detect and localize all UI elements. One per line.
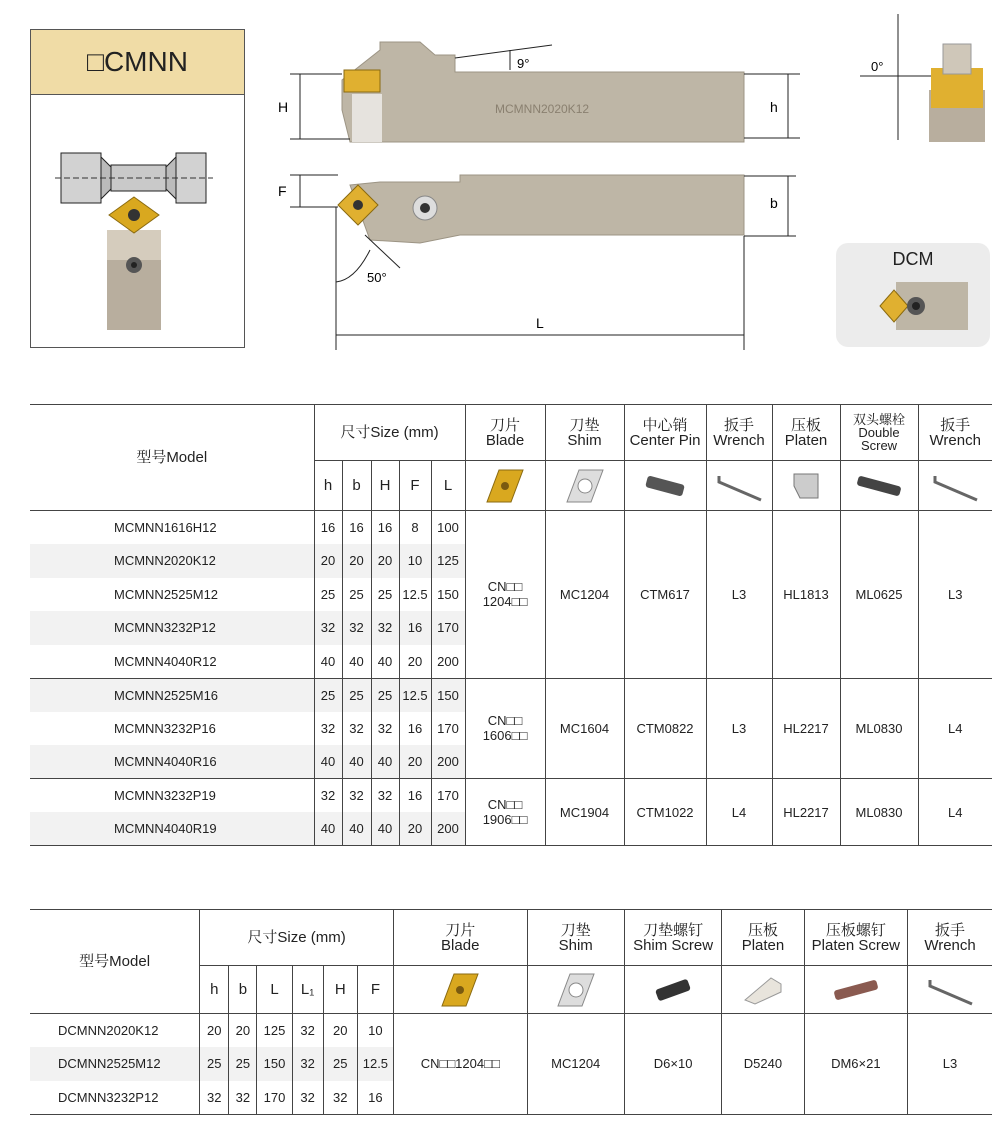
size-cell: 12.5 bbox=[357, 1047, 393, 1081]
size-cell: 32 bbox=[314, 779, 342, 813]
toolholder-drawing bbox=[270, 10, 800, 355]
screw-cell: ML0830 bbox=[840, 678, 918, 779]
size-cell: 32 bbox=[292, 1047, 323, 1081]
model-cell: MCMNN3232P16 bbox=[114, 720, 216, 736]
wrench-cell: L4 bbox=[706, 779, 772, 846]
wrench2-cell: L3 bbox=[918, 511, 992, 679]
blade2-icon bbox=[393, 966, 527, 1014]
size-cell: 8 bbox=[399, 511, 431, 545]
platen-cell: D5240 bbox=[722, 1014, 804, 1115]
wrench-cell: L3 bbox=[908, 1014, 992, 1115]
table-row bbox=[30, 1014, 992, 1048]
size-cell: 20 bbox=[229, 1014, 257, 1048]
model-header: 型号Model bbox=[136, 449, 208, 466]
dcm-holder-icon bbox=[836, 270, 990, 340]
size-cell: 20 bbox=[323, 1014, 357, 1048]
wrench2-cell: L4 bbox=[918, 779, 992, 846]
size-cell: 25 bbox=[323, 1047, 357, 1081]
col2-L: L bbox=[257, 966, 292, 1014]
size-cell: 125 bbox=[257, 1014, 292, 1048]
table-row bbox=[30, 678, 992, 712]
col2-F: F bbox=[357, 966, 393, 1014]
part-header-blade: 刀片 Blade bbox=[465, 405, 545, 461]
part2-header-shim: 刀垫 Shim bbox=[527, 910, 624, 966]
size-cell: 32 bbox=[371, 611, 399, 645]
part-header-screw: 双头螺栓 Double Screw bbox=[840, 405, 918, 461]
size-cell: 16 bbox=[399, 712, 431, 746]
col-L: L bbox=[431, 461, 465, 511]
series-title-box bbox=[30, 29, 245, 348]
part2-header-wrench: 扳手 Wrench bbox=[908, 910, 992, 966]
size-cell: 32 bbox=[323, 1081, 357, 1115]
part2-header-platen-screw: 压板螺钉 Platen Screw bbox=[804, 910, 907, 966]
double-screw-icon bbox=[840, 461, 918, 511]
size-header: 尺寸Size (mm) bbox=[314, 405, 465, 461]
model-cell: DCMNN2020K12 bbox=[30, 1014, 200, 1048]
size-cell: 32 bbox=[371, 712, 399, 746]
size-cell: 16 bbox=[357, 1081, 393, 1115]
size-cell: 32 bbox=[314, 712, 342, 746]
size-cell: 40 bbox=[371, 745, 399, 779]
size-cell: 10 bbox=[399, 544, 431, 578]
body-engraving: MCMNN2020K12 bbox=[495, 102, 590, 116]
col-h: h bbox=[314, 461, 342, 511]
size-cell: 40 bbox=[371, 645, 399, 679]
col-F: F bbox=[399, 461, 431, 511]
size-cell: 12.5 bbox=[399, 578, 431, 612]
shim-screw-icon bbox=[624, 966, 721, 1014]
size-cell: 40 bbox=[314, 645, 342, 679]
size-cell: 200 bbox=[431, 745, 465, 779]
size-cell: 16 bbox=[314, 511, 342, 545]
part2-header-shim-screw: 刀垫螺钉 Shim Screw bbox=[624, 910, 721, 966]
size-cell: 20 bbox=[399, 745, 431, 779]
platen-cell: HL1813 bbox=[772, 511, 840, 679]
size-cell: 40 bbox=[314, 812, 342, 846]
wrench-icon bbox=[706, 461, 772, 511]
platen-icon bbox=[772, 461, 840, 511]
size-cell: 170 bbox=[431, 611, 465, 645]
size-cell: 16 bbox=[399, 611, 431, 645]
shim-cell: MC1204 bbox=[545, 511, 624, 679]
size-cell: 32 bbox=[292, 1081, 323, 1115]
platen-cell: HL2217 bbox=[772, 678, 840, 779]
screw-cell: ML0830 bbox=[840, 779, 918, 846]
model-cell: MCMNN4040R19 bbox=[30, 812, 314, 846]
size-cell: 20 bbox=[342, 544, 371, 578]
part-header-wrench2: 扳手 Wrench bbox=[918, 405, 992, 461]
col2-H: H bbox=[323, 966, 357, 1014]
pin-cell: CTM1022 bbox=[624, 779, 706, 846]
center-pin-icon bbox=[624, 461, 706, 511]
size-cell: 25 bbox=[314, 678, 342, 712]
size-cell: 25 bbox=[342, 678, 371, 712]
dim-H-label: H bbox=[278, 99, 289, 115]
platen-screw-cell: DM6×21 bbox=[804, 1014, 907, 1115]
table-row bbox=[30, 779, 992, 813]
blade-cell: CN□□ 1906□□ bbox=[465, 779, 545, 846]
end-view-icon bbox=[855, 10, 995, 145]
dim-F-label: F bbox=[278, 183, 287, 199]
size-cell: 16 bbox=[342, 511, 371, 545]
size-cell: 25 bbox=[371, 678, 399, 712]
dim-L-label: L bbox=[536, 315, 544, 331]
size-cell: 40 bbox=[314, 745, 342, 779]
platen-cell: HL2217 bbox=[772, 779, 840, 846]
table-row bbox=[30, 511, 992, 545]
col2-b: b bbox=[229, 966, 257, 1014]
size-header-2: 尺寸Size (mm) bbox=[200, 910, 394, 966]
angle-bottom-label: 50° bbox=[367, 270, 387, 285]
model-cell: MCMNN4040R16 bbox=[30, 745, 314, 779]
part-header-shim: 刀垫 Shim bbox=[545, 405, 624, 461]
series-title: □CMNN bbox=[31, 30, 244, 95]
size-cell: 25 bbox=[314, 578, 342, 612]
wrench2-cell: L4 bbox=[918, 678, 992, 779]
wrench-cell: L3 bbox=[706, 511, 772, 679]
size-cell: 170 bbox=[257, 1081, 292, 1115]
size-cell: 32 bbox=[342, 712, 371, 746]
size-cell: 125 bbox=[431, 544, 465, 578]
part2-header-platen: 压板 Platen bbox=[722, 910, 804, 966]
size-cell: 32 bbox=[292, 1014, 323, 1048]
size-cell: 40 bbox=[342, 812, 371, 846]
size-cell: 32 bbox=[200, 1081, 229, 1115]
col2-h: h bbox=[200, 966, 229, 1014]
shim2-icon bbox=[527, 966, 624, 1014]
dim-b-label: b bbox=[770, 195, 778, 211]
size-cell: 40 bbox=[342, 645, 371, 679]
blade-icon bbox=[465, 461, 545, 511]
size-cell: 32 bbox=[371, 779, 399, 813]
pin-cell: CTM0822 bbox=[624, 678, 706, 779]
size-cell: 150 bbox=[431, 578, 465, 612]
wrench3-icon bbox=[908, 966, 992, 1014]
table-mcmnn bbox=[30, 404, 992, 846]
size-cell: 16 bbox=[399, 779, 431, 813]
size-cell: 20 bbox=[200, 1014, 229, 1048]
part2-header-blade: 刀片 Blade bbox=[393, 910, 527, 966]
model-cell: MCMNN4040R12 bbox=[114, 653, 217, 669]
shim-screw-cell: D6×10 bbox=[624, 1014, 721, 1115]
part-header-pin: 中心销 Center Pin bbox=[624, 405, 706, 461]
model-cell: MCMNN2020K12 bbox=[30, 544, 314, 578]
model-cell: DCMNN3232P12 bbox=[58, 1089, 159, 1105]
model-cell: MCMNN1616H12 bbox=[30, 511, 314, 545]
size-cell: 25 bbox=[371, 578, 399, 612]
size-cell: 200 bbox=[431, 812, 465, 846]
part-header-platen: 压板 Platen bbox=[772, 405, 840, 461]
size-cell: 20 bbox=[314, 544, 342, 578]
size-cell: 200 bbox=[431, 645, 465, 679]
dcm-label: DCM bbox=[892, 249, 934, 269]
size-cell: 12.5 bbox=[399, 678, 431, 712]
size-cell: 150 bbox=[431, 678, 465, 712]
blade-cell: CN□□1204□□ bbox=[393, 1014, 527, 1115]
col-H: H bbox=[371, 461, 399, 511]
size-cell: 20 bbox=[399, 812, 431, 846]
part-header-wrench: 扳手 Wrench bbox=[706, 405, 772, 461]
size-cell: 32 bbox=[342, 779, 371, 813]
size-cell: 170 bbox=[431, 779, 465, 813]
size-cell: 20 bbox=[371, 544, 399, 578]
model-cell: DCMNN2525M12 bbox=[30, 1047, 200, 1081]
size-cell: 32 bbox=[314, 611, 342, 645]
angle-side-label: 0° bbox=[871, 59, 884, 74]
size-cell: 170 bbox=[431, 712, 465, 746]
size-cell: 20 bbox=[399, 645, 431, 679]
table-dcmnn bbox=[30, 909, 992, 1115]
size-cell: 10 bbox=[357, 1014, 393, 1048]
model-cell: MCMNN2525M16 bbox=[30, 678, 314, 712]
size-cell: 40 bbox=[342, 745, 371, 779]
platen2-icon bbox=[722, 966, 804, 1014]
model-header-2: 型号Model bbox=[79, 953, 151, 970]
shim-cell: MC1204 bbox=[527, 1014, 624, 1115]
angle-top-label: 9° bbox=[517, 56, 530, 71]
size-cell: 25 bbox=[200, 1047, 229, 1081]
shim-icon bbox=[545, 461, 624, 511]
size-cell: 32 bbox=[342, 611, 371, 645]
pin-cell: CTM617 bbox=[624, 511, 706, 679]
wrench-cell: L3 bbox=[706, 678, 772, 779]
blade-cell: CN□□ 1606□□ bbox=[465, 678, 545, 779]
blade-cell: CN□□ 1204□□ bbox=[465, 511, 545, 679]
size-cell: 40 bbox=[371, 812, 399, 846]
shim-cell: MC1604 bbox=[545, 678, 624, 779]
model-cell: MCMNN3232P19 bbox=[30, 779, 314, 813]
col2-L1: L₁ bbox=[292, 966, 323, 1014]
toolholder-top-view-icon bbox=[31, 95, 244, 348]
dcm-variant-box bbox=[836, 243, 990, 347]
size-cell: 32 bbox=[229, 1081, 257, 1115]
model-cell: MCMNN3232P12 bbox=[30, 611, 314, 645]
shim-cell: MC1904 bbox=[545, 779, 624, 846]
size-cell: 150 bbox=[257, 1047, 292, 1081]
col-b: b bbox=[342, 461, 371, 511]
size-cell: 25 bbox=[342, 578, 371, 612]
screw-cell: ML0625 bbox=[840, 511, 918, 679]
size-cell: 100 bbox=[431, 511, 465, 545]
dim-h-label: h bbox=[770, 99, 778, 115]
model-cell: MCMNN2525M12 bbox=[114, 586, 219, 602]
size-cell: 16 bbox=[371, 511, 399, 545]
wrench2-icon bbox=[918, 461, 992, 511]
size-cell: 25 bbox=[229, 1047, 257, 1081]
platen-screw-icon bbox=[804, 966, 907, 1014]
